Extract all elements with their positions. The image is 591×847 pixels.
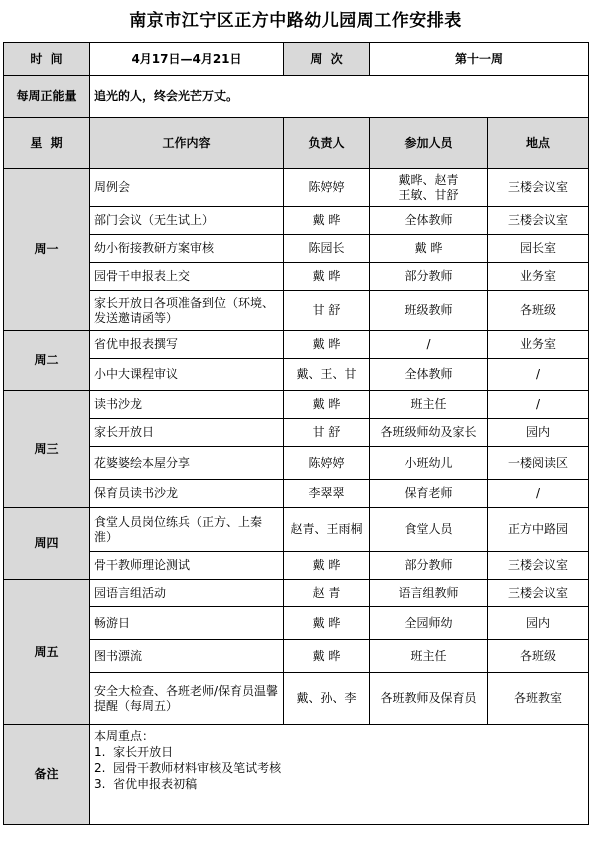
task-owner: 戴 晔 [284, 263, 370, 291]
task-content: 图书漂流 [90, 640, 284, 673]
week-value: 第十一周 [370, 43, 589, 76]
table-row [4, 331, 589, 359]
table-row [4, 169, 589, 207]
notes-label: 备注 [4, 725, 90, 825]
task-location: 园内 [488, 419, 589, 447]
task-participants: 全体教师 [370, 207, 488, 235]
table-row [4, 359, 589, 391]
task-content: 花婆婆绘本屋分享 [90, 447, 284, 480]
task-content: 食堂人员岗位练兵（正方、上秦淮） [90, 508, 284, 552]
notes-item: 2. 园骨干教师材料审核及笔试考核 [94, 761, 282, 775]
motto-text: 追光的人，终会光芒万丈。 [90, 76, 589, 118]
notes-row [4, 725, 589, 825]
table-row [4, 607, 589, 640]
table-row [4, 508, 589, 552]
notes-item: 3. 省优申报表初稿 [94, 777, 198, 791]
task-location: / [488, 480, 589, 508]
task-content: 骨干教师理论测试 [90, 552, 284, 580]
task-location: 三楼会议室 [488, 552, 589, 580]
task-participants: 各班级师幼及家长 [370, 419, 488, 447]
header-row [4, 43, 589, 76]
week-label: 周 次 [284, 43, 370, 76]
task-participants: 班主任 [370, 640, 488, 673]
task-participants: 全园师幼 [370, 607, 488, 640]
task-owner: 戴 晔 [284, 331, 370, 359]
page-title: 南京市江宁区正方中路幼儿园周工作安排表 [129, 11, 462, 31]
task-location: 业务室 [488, 263, 589, 291]
day-label: 周四 [4, 508, 90, 580]
task-owner: 甘 舒 [284, 291, 370, 331]
task-owner: 戴 晔 [284, 552, 370, 580]
motto-label: 每周正能量 [4, 76, 90, 118]
task-participants: 部分教师 [370, 552, 488, 580]
col-content: 工作内容 [90, 118, 284, 169]
table-row [4, 207, 589, 235]
task-owner: 戴 晔 [284, 640, 370, 673]
task-content: 周例会 [90, 169, 284, 207]
col-participants: 参加人员 [370, 118, 488, 169]
task-location: / [488, 359, 589, 391]
task-participants: 班主任 [370, 391, 488, 419]
task-location: / [488, 391, 589, 419]
task-participants: 小班幼儿 [370, 447, 488, 480]
table-row [4, 235, 589, 263]
task-owner: 赵青、王雨桐 [284, 508, 370, 552]
notes-item: 1. 家长开放日 [94, 745, 174, 759]
table-row [4, 391, 589, 419]
task-location: 园长室 [488, 235, 589, 263]
task-location: 各班级 [488, 291, 589, 331]
task-participants: 戴晔、赵青 王敏、甘舒 [370, 169, 488, 207]
table-row [4, 673, 589, 725]
task-participants: 戴 晔 [370, 235, 488, 263]
task-location: 各班教室 [488, 673, 589, 725]
task-participants: / [370, 331, 488, 359]
task-content: 园语言组活动 [90, 580, 284, 607]
task-content: 省优申报表撰写 [90, 331, 284, 359]
column-header-row [4, 118, 589, 169]
table-row [4, 480, 589, 508]
schedule-body [4, 43, 589, 825]
task-content: 安全大检查、各班老师/保育员温馨提醒（每周五） [90, 673, 284, 725]
task-participants: 部分教师 [370, 263, 488, 291]
task-content: 部门会议（无生试上） [90, 207, 284, 235]
table-row [4, 419, 589, 447]
col-location: 地点 [488, 118, 589, 169]
col-owner: 负责人 [284, 118, 370, 169]
task-location: 三楼会议室 [488, 169, 589, 207]
motto-row [4, 76, 589, 118]
table-row [4, 552, 589, 580]
task-content: 幼小衔接教研方案审核 [90, 235, 284, 263]
task-location: 各班级 [488, 640, 589, 673]
task-location: 三楼会议室 [488, 580, 589, 607]
table-row [4, 447, 589, 480]
task-owner: 戴、孙、李 [284, 673, 370, 725]
task-owner: 赵 青 [284, 580, 370, 607]
table-row [4, 263, 589, 291]
task-owner: 戴 晔 [284, 607, 370, 640]
notes-heading: 本周重点： [94, 729, 155, 743]
task-content: 园骨干申报表上交 [90, 263, 284, 291]
task-participants: 保育老师 [370, 480, 488, 508]
day-label: 周五 [4, 580, 90, 725]
task-content: 畅游日 [90, 607, 284, 640]
task-location: 园内 [488, 607, 589, 640]
task-location: 一楼阅读区 [488, 447, 589, 480]
task-content: 家长开放日各项准备到位（环境、发送邀请函等） [90, 291, 284, 331]
task-content: 家长开放日 [90, 419, 284, 447]
task-content: 读书沙龙 [90, 391, 284, 419]
task-owner: 陈婷婷 [284, 447, 370, 480]
day-label: 周三 [4, 391, 90, 508]
notes-content [90, 725, 589, 825]
schedule-table [3, 42, 589, 825]
task-owner: 戴 晔 [284, 391, 370, 419]
task-owner: 戴、王、甘 [284, 359, 370, 391]
task-location: 正方中路园 [488, 508, 589, 552]
task-location: 业务室 [488, 331, 589, 359]
task-owner: 陈婷婷 [284, 169, 370, 207]
task-owner: 戴 晔 [284, 207, 370, 235]
time-label: 时 间 [4, 43, 90, 76]
task-content: 保育员读书沙龙 [90, 480, 284, 508]
task-content: 小中大课程审议 [90, 359, 284, 391]
table-row [4, 291, 589, 331]
time-value: 4月17日—4月21日 [90, 43, 284, 76]
task-participants: 全体教师 [370, 359, 488, 391]
task-owner: 李翠翠 [284, 480, 370, 508]
task-participants: 班级教师 [370, 291, 488, 331]
task-owner: 甘 舒 [284, 419, 370, 447]
table-row [4, 580, 589, 607]
col-day: 星 期 [4, 118, 90, 169]
table-row [4, 640, 589, 673]
task-participants: 语言组教师 [370, 580, 488, 607]
day-label: 周二 [4, 331, 90, 391]
task-location: 三楼会议室 [488, 207, 589, 235]
task-participants: 各班教师及保育员 [370, 673, 488, 725]
task-participants: 食堂人员 [370, 508, 488, 552]
task-owner: 陈园长 [284, 235, 370, 263]
day-label: 周一 [4, 169, 90, 331]
